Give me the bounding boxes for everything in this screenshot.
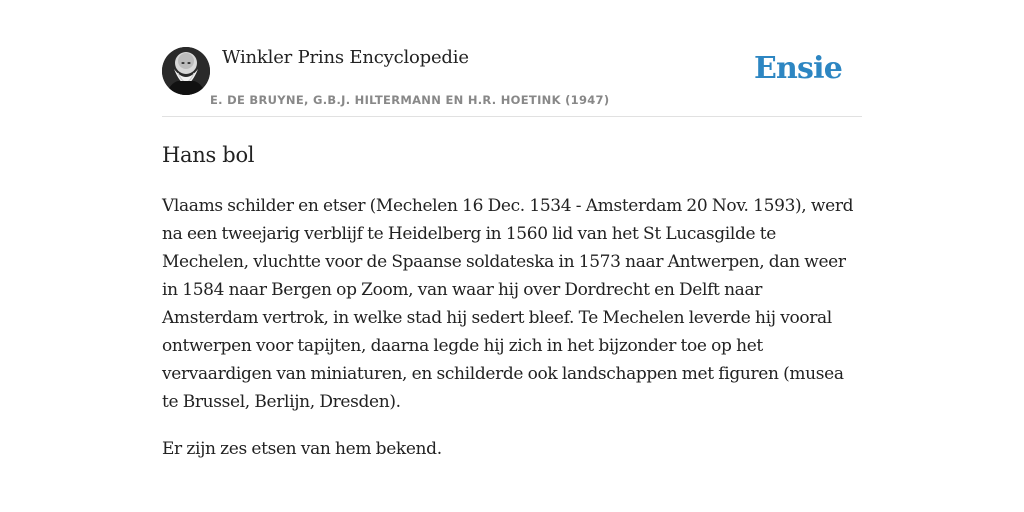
- article-title: Hans bol: [162, 143, 255, 167]
- page-header: [162, 40, 862, 117]
- article-paragraph: Vlaams schilder en etser (Mechelen 16 Dec. 1534 - Amsterdam 20 Nov. 1593), werd na een tweejarig verblijf te Heidelberg in 1560 lid van het St Lucasgilde te Mechelen, vluchtte voor de Spaanse soldateska in 1573 naar Antwerpen, dan weer in 1584 naar Bergen op Zoom, van waar hij over Dordrecht en Delft naar Amsterdam vertrok, in welke stad hij sedert bleef. Te Mechelen leverde hij vooral ontwerpen voor tapijten, daarna legde hij zich in het bijzonder toe op het vervaardigen van miniaturen, en schilderde ook landschappen met figuren (musea te Brussel, Berlijn, Dresden).: [162, 196, 854, 412]
- author-avatar: [162, 47, 210, 95]
- encyclopedia-title[interactable]: Winkler Prins Encyclopedie: [222, 47, 469, 68]
- article-paragraph: Er zijn zes etsen van hem bekend.: [162, 439, 442, 459]
- authors-credit: E. DE BRUYNE, G.B.J. HILTERMANN EN H.R. HOETINK (1947): [210, 93, 610, 107]
- article-body: [162, 192, 862, 482]
- author-portrait-icon: [162, 47, 210, 95]
- ensie-logo[interactable]: Ensie: [753, 51, 842, 86]
